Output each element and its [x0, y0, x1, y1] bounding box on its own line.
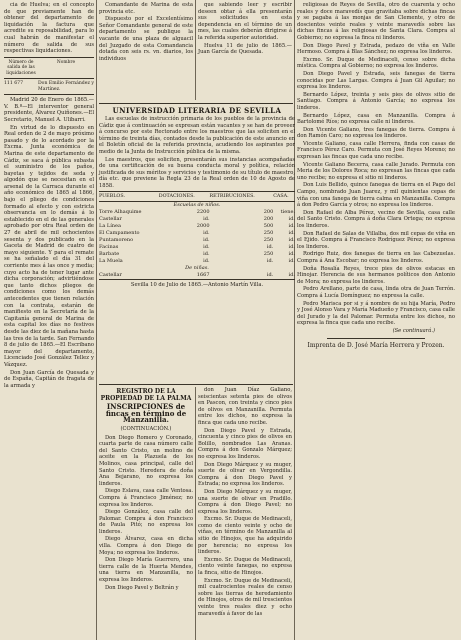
cell-pueblo: La Muela — [99, 257, 123, 264]
cell-casa: id. — [288, 243, 295, 250]
cell-pueblo: Castellar — [99, 271, 122, 278]
col4-para3: Excmo. Sr. Duque de Medinaceli, censo sobre dicha mística. Compra al Gobierno; no expresa los linderos. — [297, 56, 455, 70]
continuation-note: (Se continuará.) — [392, 327, 435, 334]
col1-para3: En virtud de lo dispuesto en Real orden de 2 de mayo próximo pasado y de lo acordado por la Excma. Junta económica de Marina de este departamento de Cádiz, se saca á pública subasta el suministro de los paños, bayetas y tejidos de seda y algodón que se necesitan en el arsenal de la Carraca durante el año económico de 1865 al 1866, bajo el pliego de condiciones formado al efecto y con estricta observancia en lo demás á lo establecido en el de las generales aprobado por otra Real orden de 27 de abril de mil ochocientos sesenta y dos publicado en la Gaceta de Madrid de cuatro de mayo siguiente. Y para el remate se ha señalado el día 31 del corriente mes á las once y media; cuyo acto ha de tener lugar ante dicha corporación; advirtiéndose que tanto dichos pliegos de condiciones como los demás antecedentes que tienen relación con la contrata, estarán de manifiesto en la Secretaría de la Capitanía general de Marina de esta capital los días no festivos desde las diez de la mañana hasta las tres de la tarde. San Fernando 8 de julio de 1865.—El Escribano mayor del departamento, Licenciado José González Tellez y Vázquez. — [4, 124, 94, 368]
liquidation-table-header — [4, 60, 94, 76]
cell-dotacion: id. — [203, 250, 210, 257]
row-number: 111 677 — [4, 80, 23, 86]
cell-dotacion: id. — [203, 257, 210, 264]
cell-retribucion: 200 — [263, 215, 274, 222]
divider — [99, 103, 293, 104]
column-rule — [294, 0, 295, 640]
col4-para16: Pedro Marisca por si y á nombre de su hija María, Pedro y José Alonso Vara y María Madueño y Francisco, casa calle del Jurado y la del Palomar. Permuta entre los dichos, no expresa la finca que cada uno recibe. — [297, 300, 455, 327]
table-subtitle-2: De niñas. — [185, 264, 209, 271]
inscripciones-title: INSCRIPCIONES de fincas en término de Manzanilla. — [105, 402, 187, 425]
divider — [4, 78, 94, 79]
col4-para9: Vicente Galiano Becerra, casa calle Jurado. Permuta con Meria de los Dolores Roca; no expresan las fincas que cada uno recibe; no expresa el sitio ni linderos. — [297, 161, 455, 181]
column-4 — [297, 2, 455, 349]
table-header-name: Nombre — [56, 59, 76, 65]
column-3-top — [198, 2, 292, 57]
col2-para1: Comandante de Marina de esta provincia etc. — [99, 2, 193, 15]
col4-para4: Don Diego Pavel y Estrada, seis fanegas de tierra conocidas por Las Largas. Compra á Juan Gil Aguilar; no expresa los linderos. — [297, 70, 455, 91]
cell-dotacion: id. — [203, 229, 210, 236]
col4-para7: Don Vicente Galiano, tres fanegas de tierra. Compra á don Ramón Caro; no expresa los linderos. — [297, 126, 455, 140]
col3-para1: que sabiendo leer y escribir deseen obtar á ella presentarán sus solicitudes en esta dependencia en el término de un mes, las cuales deberán dirigirse á la referida superior autoridad. — [198, 2, 292, 41]
column-rule — [195, 387, 196, 640]
cell-pueblo: Castellar — [99, 215, 122, 222]
col4-para15: Pedro Arellano, parte de casa, linda otra de Juan Terrón. Compra á Lucía Domínguez; no expresa la calle. — [297, 286, 455, 299]
column-2-top — [99, 2, 193, 63]
column-rule — [96, 0, 97, 640]
cell-pueblo: El Campamento — [99, 229, 140, 236]
registro-para1: Don Diego Romero y Coronado, cuarta parte de casa número calle del Santo Cristo, un molino de aceite en la Plazuela de los Molinos, casa principal, calle del Santo Cristo. Heredera de doña Ana Bejarano, no expresa los linderos. — [99, 434, 193, 487]
liquidation-table-row — [4, 81, 94, 92]
divider — [327, 338, 425, 339]
col4-para1: religiosas de Reyes de Sevilla, otro de cuarenta y ocho reales y doce maravedís que gravitaba sobre dichas fincas y se pagaba á las monjas de San Clemente, y otro de doscientos veinte reales y veinte maravedís sobre las dichas fincas á las religiosas de Santa Clara. Compra al Gobierno; no expresa la finca ni linderos. — [297, 2, 455, 41]
table-row — [99, 223, 295, 230]
registro-para2: Diego Eslava, casa calle Ventosa. Compra á Francisco Jiménez; no expresa los linderos. — [99, 488, 193, 508]
col2-para2: Dispuesto por el Excelentísimo Señor Comandante general de este departamento se publique la vacante de una plaza de alguacil del Juzgado de esta Comandancia dotada con seis rs. vn. diarios, los individuos — [99, 16, 193, 62]
cell-dotacion: id. — [203, 243, 210, 250]
table-header-number: Número de salida de las liquidaciones — [6, 59, 36, 76]
cell-dotacion: id. — [203, 215, 210, 222]
th-retribuciones: RETRIBUCIONES. — [210, 191, 274, 201]
cell-casa: id. — [288, 222, 295, 229]
col4-para11: Don Rafael de Alba Pérez, vecino de Sevilla, casa calle del Santo Cristo. Compra á doña Clara Ortega; no expresa los linderos. — [297, 209, 455, 229]
cell-casa: id. — [288, 257, 295, 264]
cell-pueblo: Facinas — [99, 243, 119, 250]
cell-casa: id. — [288, 236, 295, 243]
cell-retribucion: 500 — [263, 222, 274, 229]
cell-dotacion: 1667 — [196, 271, 210, 278]
col4-para2: Don Diego Pavel y Estrada, pedazo de viña en Valle Hermoso. Compra á Blas Sánchez; no expresa los linderos. — [297, 42, 455, 56]
col1-para1: cia de Huelva; en el concepto de que previamente han de obtener del departamento de liquidación la factura que acredite su reposabilidad, para lo cual habrán de manifestar el número de salida de sus respectivas liquidaciones. — [4, 2, 94, 55]
cell-casa: tiene. — [280, 208, 295, 215]
registro-para11: Excmo. Sr. Duque de Medinaceli, como de ciento veinte y ocho de viñas, en término de Manzanilla al sitio de Hinojos, que ha adquirido por herencia; no expresa los linderos. — [198, 516, 292, 556]
column-rule — [195, 0, 196, 100]
table-row — [99, 258, 295, 265]
cell-pueblo: Barbate — [99, 250, 120, 257]
col4-para5: Bernardo López, treinta y seis pies de olivos sitio de Santiago. Compra á Antonio García; no expresa los linderos. — [297, 91, 455, 111]
table-row — [99, 251, 295, 258]
divider — [99, 384, 293, 385]
registro-title: REGISTRO DE LA PROPIEDAD DE LA PALMA — [100, 388, 192, 402]
registro-para5: Don Diego María Guerrero, una tierra calle de la Huerta Mendes, una tierra en Manzanilla, no expresa los linderos. — [99, 557, 193, 584]
registro-para13: Excmo. Sr. Duque de Medinaceli, mil cuatrocientos reales de censo sobre las tierras de heredamiento de Hinojos, otros de mil trescientos veinte tres reales diez y ocho maravedís á favor de las — [198, 577, 292, 617]
cell-casa: id. — [288, 271, 295, 278]
th-casa: CASA. — [273, 191, 295, 201]
university-signature: Sevilla 10 de Julio de 1865.—Antonio Martín Villa. — [130, 281, 264, 288]
cell-retribucion: id. — [266, 243, 274, 250]
cell-dotacion: id. — [203, 236, 210, 243]
col4-para6: Bernardo López, casa en Manzanilla. Compra á Bartolomé Ríos; no expresa calle ni linderos. — [297, 112, 455, 126]
registro-para6: Don Diego Pavel y Beltrán y — [105, 584, 179, 591]
table-row — [99, 237, 295, 244]
registro-para9: Don Diego Márquez y su muger, suerte de olivar en Vergondilla. Compra á don Diego Pavel y Estrada; no expresa los linderos. — [198, 461, 292, 488]
cell-pueblo: La Línea — [99, 222, 121, 229]
row-name: Don Emilio Fernández y Martínez. — [38, 80, 94, 92]
registro-column-b — [198, 387, 292, 618]
th-dotaciones: DOTACIONES. — [159, 191, 210, 201]
col3-para2: Huelva 11 de julio de 1865.—Juan García de Quesada. — [198, 42, 292, 56]
cell-retribucion: 250 — [263, 236, 274, 243]
col4-para14: Doña Rosalía Reyes, trece pies de olivos estacas en Hinojar. Herencia de sus hermanos políticos don Antonio de Mora; no expresa los linderos. — [297, 265, 455, 285]
cell-casa: id. — [288, 250, 295, 257]
cell-retribucion: 250 — [263, 250, 274, 257]
registro-para3: Diego González, casa calle del Palomar. Compra á don Francisco de Paula Pitó; no expresa los linderos. — [99, 509, 193, 535]
university-notice — [99, 116, 295, 288]
table-row — [99, 216, 295, 223]
table-row — [99, 272, 295, 280]
cell-pueblo: Torre Alhaquime — [99, 208, 142, 215]
registro-para4: Diego Álvarez, casa en dicha villa. Compra á don Diego de Moya; no expresa los linderos. — [99, 536, 193, 556]
column-1 — [4, 2, 94, 390]
cell-retribucion: 200 — [263, 208, 274, 215]
schools-table — [99, 191, 295, 280]
table-row — [99, 230, 295, 237]
divider — [4, 57, 94, 58]
cell-dotacion: 2000 — [196, 222, 210, 229]
univ-para2: Los maestros, que soliciten, presentarán sus instancias acompañadas de una certificación de su buena conducta moral y política, relación justificada de sus méritos y servicios y testimonio de su título de maestro, día etc. que previene la Regla 23 de la Real orden de 10 de Agosto de 1858. — [99, 156, 295, 189]
registro-para10: Don Diego Márquez y su muger, una suerte de olivar en Pradillo. Compra á don Diego Pavel; no expresa los linderos. — [198, 488, 292, 515]
col1-para4: Don Juan García de Quesada y de España, Capitán de fragata de la armada y — [4, 369, 94, 389]
cell-casa: id. — [288, 215, 295, 222]
col1-para2: Madrid 20 de Enero de 1865.—V. B.º—El interventor general presidente, Álvarez Quiñones.—El Secretario, Manuel A. Ulibarri. — [4, 97, 94, 123]
table-subtitle: Escuelas de niños. — [173, 201, 221, 208]
col4-para8: Vicente Galiano, casa calle Herrera, finda con casas de Francisco Pérez Caro. Permuta con José Reyes Moreno; no expresan las fincas que cada uno recibe. — [297, 140, 455, 161]
printer-imprint: Imprenta de D. José María Herrera y Prozen. — [307, 341, 445, 349]
divider — [4, 94, 94, 95]
university-title: UNIVERSIDAD LITERARIA DE SEVILLA — [112, 106, 282, 115]
cell-retribucion: id. — [266, 257, 274, 264]
registro-para7: don Juan Díaz Galiano, seiscientas setenta pies de olivos en Pascon, con treinta y cinco pies de olivos en Manzanilla. Permuta entre los dichos, no expresa la finca que cada uno recibe. — [198, 387, 292, 426]
cell-retribucion: id. — [266, 271, 274, 278]
col4-para13: Rodrigo Ruiz, dos fanegas de tierra en las Cabezuelas. Compra á Ana Escobar; no expresa los linderos. — [297, 251, 455, 264]
table-row — [99, 244, 295, 251]
continuation-label: (CONTINUACIÓN.) — [120, 425, 172, 432]
registro-para12: Excmo. Sr. Duque de Medinaceli, ciento veinte fanegas, no expresa la finca, sitio de Hinojos. — [198, 556, 292, 577]
cell-pueblo: Puntamoreno — [99, 236, 134, 243]
cell-dotacion: 2200 — [196, 208, 210, 215]
table-row — [99, 209, 295, 216]
cell-retribucion: 250 — [263, 229, 274, 236]
univ-para1: Las escuelas de instrucción primaria de los pueblos de la provincia de Cádiz que á continuación se expresan están vacantes y se han de proveer á concurso por este Rectorado entre los maestros que las soliciten en el término de treinta días, contados desde la publicación de este anuncio en el Boletín oficial de la referida provincia, acudiendo los aspirantes por medio de la Junta de Instrucción pública de la misma. — [99, 116, 295, 155]
registro-column-a — [99, 387, 193, 592]
th-pueblos: PUEBLOS. — [99, 191, 159, 201]
col4-para10: Don Luis Bellido, quince fanegas de tierra en el Pago del Campo, nombrado Juan Juarez, y mil quinientas cepas de viña con una fanega de tierra calma en Manzanilla. Compra á don Pedro García y otros; no expresa los linderos. — [297, 182, 455, 209]
registro-para8: Don Diego Pavel y Estrada, cincuenta y cinco pies de olivos en Bolillo, nombrados Las Aranas. Compra á don Gonzalo Márquez; no expresa los linderos. — [198, 427, 292, 460]
cell-casa: id. — [288, 229, 295, 236]
col4-para12: Don Rafael de Salas de Villalba, dos mil cepas de viña en el Ejido. Compra á Francisco Rodríguez Pérez; no expresa los linderos. — [297, 230, 455, 250]
